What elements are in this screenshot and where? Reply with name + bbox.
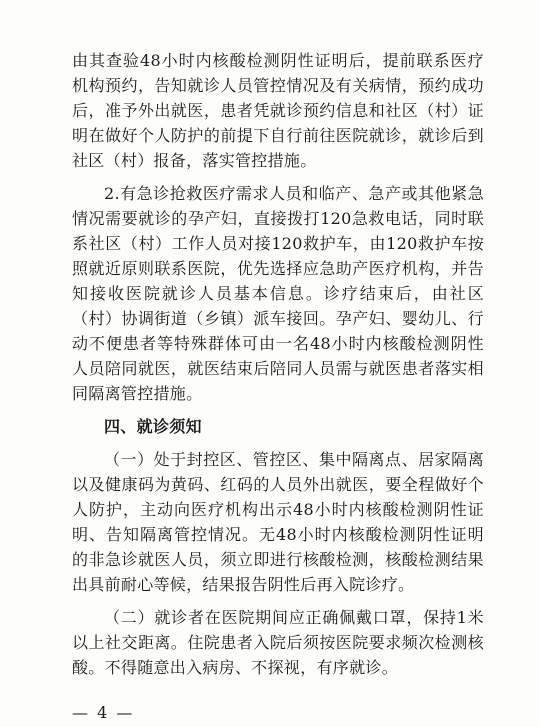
page-number: — 4 — [72, 703, 135, 722]
paragraph-hospital-conduct: （二）就诊者在医院期间应正确佩戴口罩，保持1米以上社交距离。住院患者入院后须按医院要求频次检测核酸。不得随意出入病房、不探视，有序就诊。 [72, 608, 484, 677]
paragraph-emergency-care: 2.有急诊抢救医疗需求人员和临产、急产或其他紧急情况需要就诊的孕产妇，直接拨打120急救电话，同时联系社区（村）工作人员对接120救护车，由120救护车按照就近原则联系医院，优先选择应急助产医疗机构，并告知接收医院就诊人员基本信息。诊疗结束后，由社区（村）协调街道（乡镇）派车接回。孕产妇、婴幼儿、行动不便患者等特殊群体可由一名48小时内核酸检测阴性人员陪同就医，就医结束后陪同人员需与就医患者落实相同隔离管控措施。 [72, 184, 484, 403]
paragraph-controlled-area-visits: （一）处于封控区、管控区、集中隔离点、居家隔离以及健康码为黄码、红码的人员外出就医，要全程做好个人防护，主动向医疗机构出示48小时内核酸检测阴性证明、告知隔离管控情况。无48小时内核酸检测阴性证明的非急诊就医人员，须立即进行核酸检测，核酸检测结果出具前耐心等候，结果报告阴性后再入院诊疗。 [72, 450, 484, 594]
section-heading-visit-notice: 四、就诊须知 [104, 417, 202, 436]
paragraph-continuation: 由其查验48小时内核酸检测阴性证明后，提前联系医疗机构预约，告知就诊人员管控情况及有关病情，预约成功后，准予外出就医，患者凭就诊预约信息和社区（村）证明在做好个人防护的前提下自行前往医院就诊，就诊后到社区（村）报备，落实管控措施。 [72, 51, 484, 170]
document-body [72, 48, 484, 680]
